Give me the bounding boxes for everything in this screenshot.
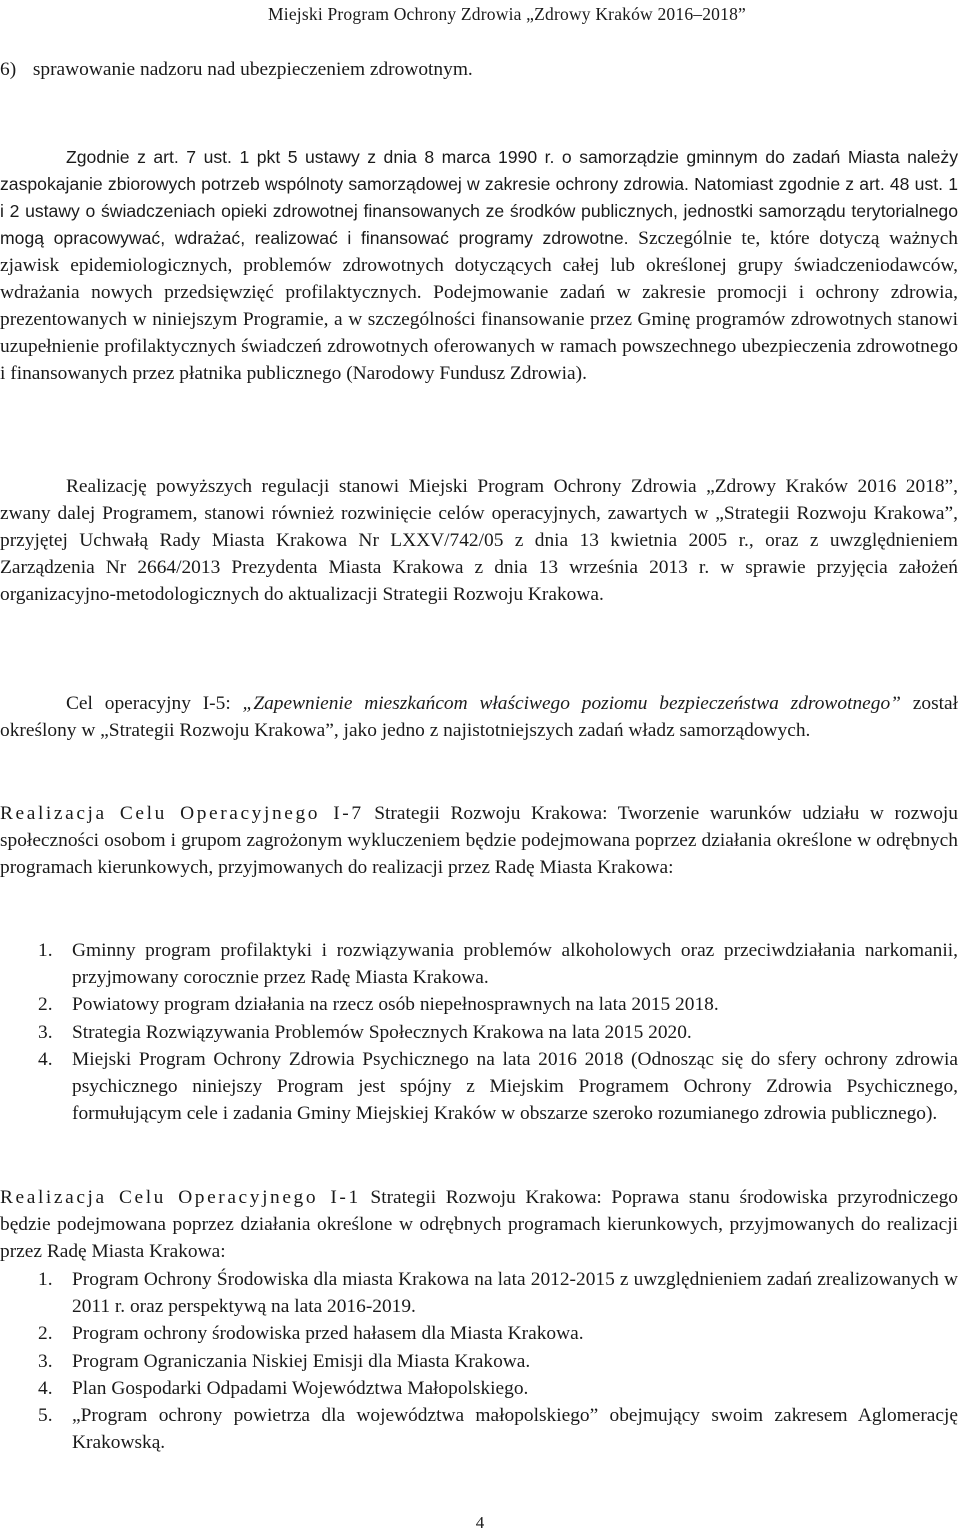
item-6-text: sprawowanie nadzoru nad ubezpieczeniem zdrowotnym. <box>32 59 473 80</box>
list-item: 5. „Program ochrony powietrza dla województwa małopolskiego” obejmujący swoim zakresem Aglomerację Krakowską. <box>38 1405 958 1454</box>
paragraph-program-basis <box>0 473 958 608</box>
list-item: 4. Plan Gospodarki Odpadami Województwa Małopolskiego. <box>38 1377 529 1399</box>
paragraph-goal-i7 <box>0 800 958 881</box>
list-item: 2. Program ochrony środowiska przed hałasem dla Miasta Krakowa. <box>38 1323 584 1345</box>
goal-i7-rest: Strategii Rozwoju Krakowa: Tworzenie warunków udziału w rozwoju społeczności osobom i grupom zagrożonym wykluczeniem będzie podejmowana poprzez działania określone w odrębnych programach kierunkowych, przyjmowanych do realizacji przez Radę Miasta Krakowa: <box>0 803 958 878</box>
goal-i5-lead: Cel operacyjny I-5: <box>66 693 231 714</box>
goal-i5-italic: „Zapewnienie mieszkańcom właściwego poziomu bezpieczeństwa zdrowotnego” <box>242 693 901 714</box>
goal-i1-rest: Strategii Rozwoju Krakowa: Poprawa stanu środowiska przyrodniczego będzie podejmowana poprzez działania określone w odrębnych programach kierunkowych, przyjmowanych do realizacji przez Radę Miasta Krakowa: <box>0 1187 958 1262</box>
paragraph-legal-basis-s3: Podejmowanie zadań w zakresie promocji i ochrony zdrowia, prezentowanych w niniejszym Programie, a w szczególności finansowanie przez Gminę programów zdrowotnych stanowi uzupełnienie profilaktycznych świadczeń zdrowotnych oferowanych w ramach powszechnego ubezpieczenia zdrowotnego i finansowanych przez płatnika publicznego (Narodowy Fundusz Zdrowia). <box>0 282 958 384</box>
list-item: 1. Program Ochrony Środowiska dla miasta Krakowa na lata 2012-2015 z uwzględnieniem zadań zrealizowanych w 2011 r. oraz perspektywą na lata 2016-2019. <box>38 1269 958 1318</box>
list-item: 3. Program Ograniczania Niskiej Emisji dla Miasta Krakowa. <box>38 1350 531 1372</box>
paragraph-goal-i1 <box>0 1184 958 1265</box>
paragraph-legal-basis-s1: Zgodnie z art. 7 ust. 1 pkt 5 ustawy z dnia 8 marca 1990 r. o samorządzie gminnym do zadań Miasta należy zaspokajanie zbiorowych potrzeb wspólnoty samorządowej w zakresie ochrony zdrowia. Natomiast zgodnie z art. 48 ust. 1 i 2 ustawy o świadczeniach opieki zdrowotnej finansowanych ze środków publicznych, jednostki samorządu terytorialnego mogą opracowywać, wdrażać, realizować i finansować programy zdrowotne. <box>0 147 958 248</box>
paragraph-program-basis-text: Realizację powyższych regulacji stanowi Miejski Program Ochrony Zdrowia „Zdrowy Kraków 2016 2018”, zwany dalej Programem, stanowi również rozwinięcie celów operacyjnych, zawartych w „Strategii Rozwoju Krakowa”, przyjętej Uchwałą Rady Miasta Krakowa Nr LXXV/742/05 z dnia 13 kwietnia 2005 r., oraz z uwzględnieniem Zarządzenia Nr 2664/2013 Prezydenta Miasta Krakowa z dnia 13 września 2013 r. w sprawie przyjęcia założeń organizacyjno-metodologicznych do aktualizacji Strategii Rozwoju Krakowa. <box>0 476 958 605</box>
list-goal-i7 <box>0 937 958 1127</box>
goal-i7-lead: Realizacja Celu Operacyjnego I-7 <box>0 803 364 824</box>
page-number: 4 <box>475 1513 485 1532</box>
list-item: 1. Gminny program profilaktyki i rozwiązywania problemów alkoholowych oraz przeciwdziałania narkomanii, przyjmowany corocznie przez Radę Miasta Krakowa. <box>38 940 958 989</box>
list-item: 2. Powiatowy program działania na rzecz osób niepełnosprawnych na lata 2015 2018. <box>38 994 719 1016</box>
paragraph-legal-basis <box>0 144 958 387</box>
goal-i5-rest: został określony w „Strategii Rozwoju Krakowa”, jako jedno z najistotniejszych zadań władz samorządowych. <box>0 693 958 741</box>
paragraph-goal-i5 <box>0 690 958 744</box>
item-6-number: 6) <box>0 59 17 80</box>
item-6 <box>0 56 958 83</box>
running-header: Miejski Program Ochrony Zdrowia „Zdrowy Kraków 2016–2018” <box>268 4 746 24</box>
list-goal-i1 <box>0 1266 958 1456</box>
goal-i1-lead: Realizacja Celu Operacyjnego I-1 <box>0 1187 361 1208</box>
paragraph-legal-basis-s2: Szczególnie te, które dotyczą ważnych zjawisk epidemiologicznych, problemów zdrowotnych dotyczących całej lub określonej grupy świadczeniodawców, wdrażania nowych przedsięwzięć profilaktycznych. <box>0 228 958 303</box>
list-item: 4. Miejski Program Ochrony Zdrowia Psychicznego na lata 2016 2018 (Odnosząc się do sfery ochrony zdrowia psychicznego niniejszy Program jest spójny z Miejskim Programem Ochrony Zdrowia Psychicznego, formułującym cele i zadania Gminy Miejskiej Kraków w obszarze szeroko rozumianego zdrowia publicznego). <box>38 1048 958 1125</box>
list-item: 3. Strategia Rozwiązywania Problemów Społecznych Krakowa na lata 2015 2020. <box>38 1021 692 1043</box>
